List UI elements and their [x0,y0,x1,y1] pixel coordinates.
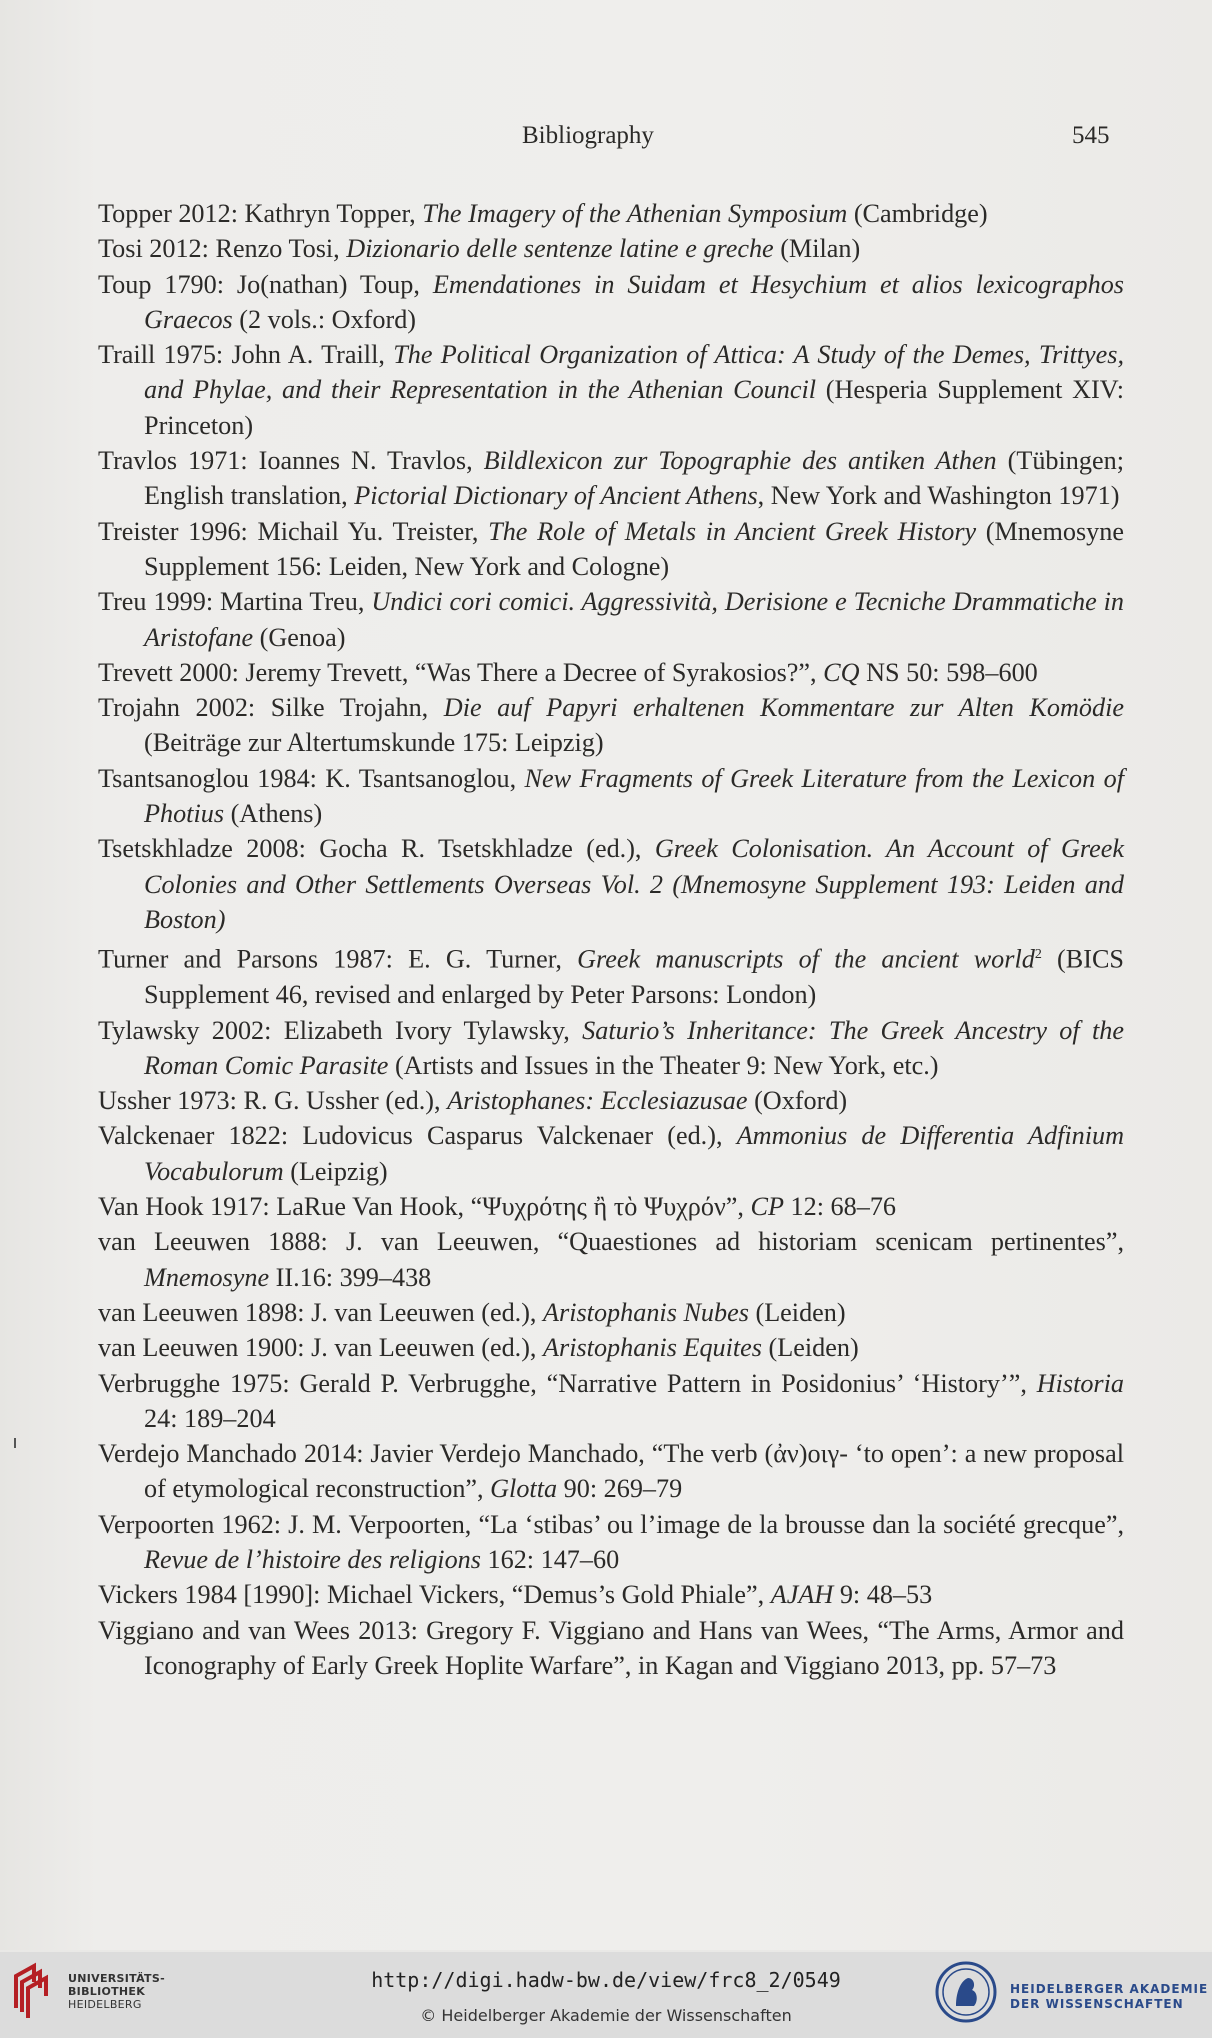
entry-text: Verbrugghe 1975: Gerald P. Verbrugghe, “Narrative Pattern in Posidonius’ ‘History’”, [98,1368,1037,1398]
entry-italic-title: Bildlexicon zur Topographie des antiken Athen [483,446,997,476]
bibliography-entry [98,690,1124,761]
bibliography-entry [98,196,1124,231]
entry-italic-title: Aristophanis Nubes [543,1297,749,1327]
entry-text: (Mnemosyne Supplement 156: Leiden, New York and Cologne) [144,516,1124,581]
entry-text: (Cambridge) [847,199,988,228]
bibliography-entry [98,267,1124,338]
bibliography-entry [98,831,1124,937]
entry-italic-title: Glotta [490,1474,558,1504]
entry-text: Tosi 2012: Renzo Tosi, [98,234,347,264]
entry-text: Van Hook 1917: LaRue Van Hook, “Ψυχρότης ἢ τὸ Ψυχρόν”, [98,1192,751,1222]
page-number: 545 [1072,122,1110,149]
bibliography-entry [98,1295,1124,1330]
entry-italic-title: CP [750,1192,784,1222]
bibliography-entry [98,584,1124,655]
entry-text: (Milan) [773,234,861,264]
entry-text: NS 50: 598–600 [859,657,1038,687]
hadw-label-line2: DER WISSENSCHAFTEN [1010,1997,1184,2011]
entry-italic-title: CQ [823,657,860,687]
entry-text: Viggiano and van Wees 2013: Gregory F. Viggiano and Hans van Wees, “The Arms, Armor and Iconography of Early Greek Hoplite Warfare”, in Kagan and Viggiano 2013, pp. 57–73 [98,1615,1124,1680]
bibliography-entry [98,1613,1124,1684]
entry-text: Tsantsanoglou 1984: K. Tsantsanoglou, [98,763,525,793]
entry-text: Valckenaer 1822: Ludovicus Casparus Valckenaer (ed.), [98,1121,737,1151]
entry-italic-title: The Imagery of the Athenian Symposium [422,199,848,228]
running-head [0,122,1212,162]
bibliography-entry [98,1436,1124,1507]
bibliography-entry [98,655,1124,690]
copyright-notice: © Heidelberger Akademie der Wissenschaften [420,2006,792,2025]
entry-italic-title: Aristophanes: Ecclesiazusae [447,1086,748,1116]
entry-text: 12: 68–76 [783,1192,897,1222]
entry-italic-title: Dizionario delle sentenze latine e greche [346,234,774,264]
entry-text: (Leiden) [762,1333,859,1363]
ub-label-line3: HEIDELBERG [68,1998,142,2011]
entry-text: (Oxford) [747,1086,848,1116]
entry-text: 24: 189–204 [144,1403,276,1433]
bibliography-entry [98,1224,1124,1295]
running-title: Bibliography [522,122,654,149]
ub-label-line2: BIBLIOTHEK [68,1985,146,1998]
entry-italic-title: Historia [1036,1368,1124,1398]
entry-text: Tsetskhladze 2008: Gocha R. Tsetskhladze (ed.), [98,834,655,864]
entry-text: Verdejo Manchado 2014: Javier Verdejo Manchado, “The verb (ἀν)οιγ- ‘to open’: a new proposal of etymological reconstruction”, [98,1439,1124,1504]
bibliography-entry [98,937,1124,1012]
entry-text: Topper 2012: Kathryn Topper, [98,199,423,228]
bibliography-entry [98,1083,1124,1118]
entry-text: (Leiden) [748,1297,846,1327]
entry-text: Verpoorten 1962: J. M. Verpoorten, “La ‘stibas’ ou l’image de la brousse dan la société grecque”, [98,1509,1124,1539]
edition-superscript: 2 [1034,947,1042,963]
entry-italic-title: Saturio’s Inheritance: The Greek Ancestry of the Roman Comic Parasite [144,1015,1125,1080]
entry-text: 9: 48–53 [833,1580,933,1610]
entry-italic-title: Greek Colonisation. An Account of Greek Colonies and Other Settlements Overseas Vol. 2 (Mnemosyne Supplement 193: Leiden and Boston) [144,834,1124,934]
margin-mark [14,1438,16,1448]
bibliography-entry [98,1366,1124,1437]
entry-text: (Tübingen; English translation, [144,446,1124,511]
hadw-seal-icon[interactable] [934,1960,998,2024]
digitization-footer [0,1952,1212,2038]
bibliography-entry [98,337,1124,443]
ub-label-line1: UNIVERSITÄTS- [68,1972,165,1985]
bibliography-entry [98,1189,1124,1224]
entry-text: Trevett 2000: Jeremy Trevett, “Was There a Decree of Syrakosios?”, [98,657,824,687]
entry-text: Vickers 1984 [1990]: Michael Vickers, “Demus’s Gold Phiale”, [98,1580,771,1610]
entry-text: Toup 1790: Jo(nathan) Toup, [98,269,433,299]
entry-text: Traill 1975: John A. Traill, [98,340,394,370]
bibliography-entry [98,1507,1124,1578]
entry-italic-title: The Political Organization of Attica: A Study of the Demes, Trittyes, and Phylae, and their Representation in the Athenian Council [144,340,1125,405]
entry-text: (Genoa) [253,622,346,652]
entry-text: 90: 269–79 [557,1474,683,1504]
entry-text: Travlos 1971: Ioannes N. Travlos, [98,446,484,476]
entry-italic-title: Aristophanis Equites [543,1333,762,1363]
entry-text: (Athens) [224,799,323,829]
bibliography-entry [98,1013,1124,1084]
entry-text: (Beiträge zur Altertumskunde 175: Leipzig) [144,728,604,758]
entry-text: (Leipzig) [283,1156,388,1186]
entry-italic-title: AJAH [770,1580,834,1610]
bibliography-entry [98,1118,1124,1189]
bibliography-entry [98,1577,1124,1612]
bibliography-entry [98,514,1124,585]
entry-text: (Hesperia Supplement XIV: Princeton) [144,375,1124,440]
entry-text: Trojahn 2002: Silke Trojahn, [98,693,444,723]
entry-text: van Leeuwen 1898: J. van Leeuwen (ed.), [98,1297,544,1327]
hadw-label-line1: HEIDELBERGER AKADEMIE [1010,1982,1209,1996]
permalink-url[interactable]: http://digi.hadw-bw.de/view/frc8_2/0549 [371,1968,841,1992]
entry-italic-title: The Role of Metals in Ancient Greek History [488,516,977,546]
bibliography-list [98,196,1124,1683]
entry-italic-title: New Fragments of Greek Literature from the Lexicon of Photius [144,763,1124,829]
entry-italic-title: Ammonius de Differentia Adfinium Vocabulorum [144,1121,1124,1186]
entry-italic-title: Revue de l’histoire des religions [144,1545,481,1575]
entry-text: Treu 1999: Martina Treu, [98,587,372,617]
entry-text: 162: 147–60 [480,1545,620,1575]
hadw-label [1010,1982,1208,2012]
entry-text: (2 vols.: Oxford) [232,304,417,334]
entry-text: Treister 1996: Michail Yu. Treister, [98,516,489,546]
bibliography-entry [98,231,1124,266]
entry-italic-title: Greek manuscripts of the ancient world [577,944,1035,974]
bibliography-entry [98,443,1124,514]
entry-text: Tylawsky 2002: Elizabeth Ivory Tylawsky, [98,1015,583,1045]
entry-italic-title: Mnemosyne [144,1262,270,1292]
entry-italic-title: Undici cori comici. Aggressività, Derisione e Tecniche Drammatiche in Aristofane [144,587,1124,652]
entry-text: (BICS Supplement 46, revised and enlarged by Peter Parsons: London) [144,944,1124,1010]
entry-italic-title: Pictorial Dictionary of Ancient Athens [354,481,758,511]
entry-text: , New York and Washington 1971) [757,481,1120,511]
entry-text: van Leeuwen 1900: J. van Leeuwen (ed.), [98,1333,544,1363]
entry-text: van Leeuwen 1888: J. van Leeuwen, “Quaestiones ad historiam scenicam pertinentes”, [98,1227,1124,1257]
entry-text: Turner and Parsons 1987: E. G. Turner, [98,944,578,974]
bibliography-entry [98,1330,1124,1365]
entry-text: (Artists and Issues in the Theater 9: New York, etc.) [388,1050,939,1080]
entry-text: II.16: 399–438 [269,1262,432,1292]
bibliography-entry [98,761,1124,832]
entry-text: Ussher 1973: R. G. Ussher (ed.), [98,1086,448,1116]
entry-italic-title: Die auf Papyri erhaltenen Kommentare zur Alten Komödie [443,693,1124,723]
entry-italic-title: Emendationes in Suidam et Hesychium et alios lexicographos Graecos [144,269,1124,334]
